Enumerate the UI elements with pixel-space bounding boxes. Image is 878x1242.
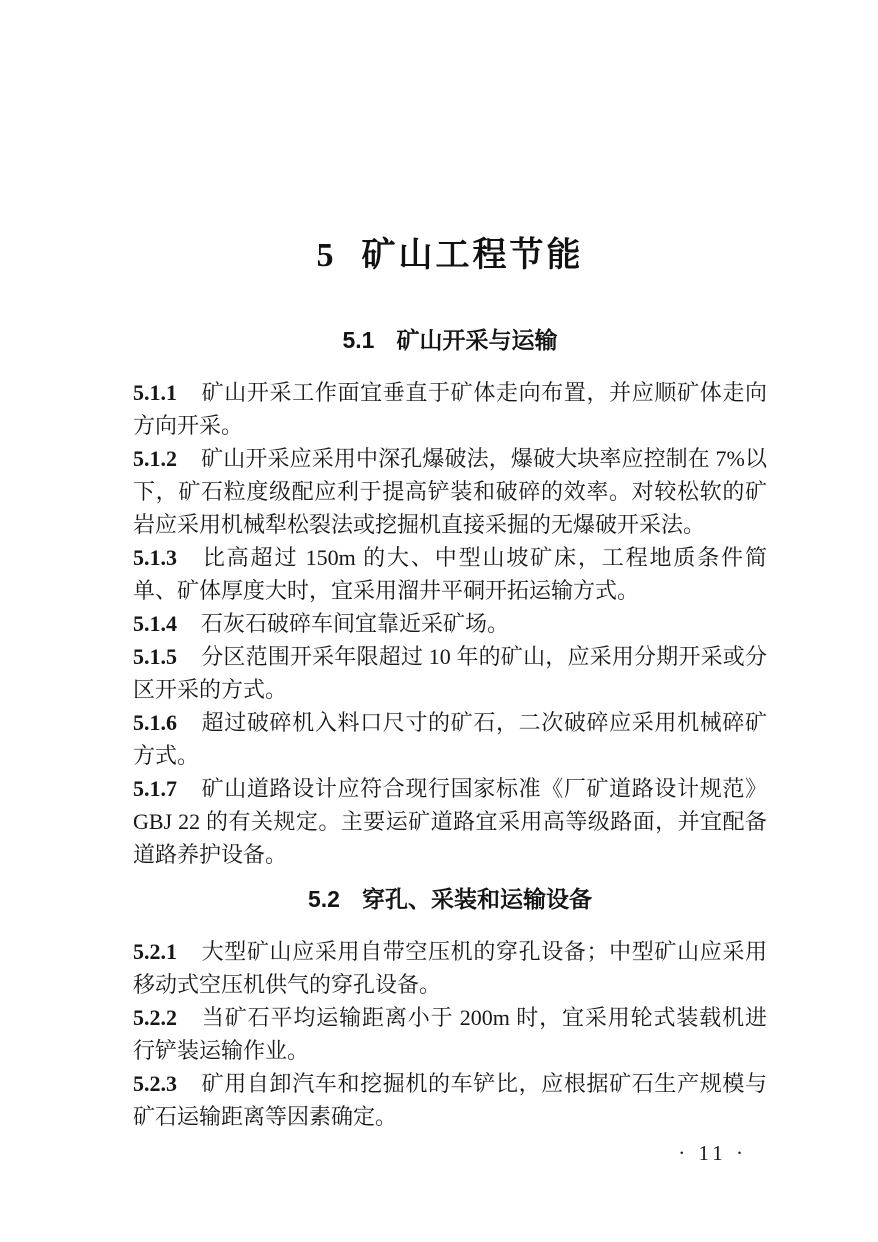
- section-5-1-clauses: [133, 376, 767, 871]
- section-heading-5-2: [133, 884, 767, 914]
- section-name: 穿孔、采装和运输设备: [361, 886, 592, 912]
- section-number: 5.1: [342, 327, 375, 353]
- clause-text: 矿山开采工作面宜垂直于矿体走向布置，并应顺矿体走向方向开采。: [133, 380, 767, 438]
- clause-5-2-2: [133, 1001, 767, 1067]
- clause-number: 5.2.2: [133, 1005, 177, 1030]
- section-heading-5-1: [133, 325, 767, 355]
- clause-5-1-3: [133, 541, 767, 607]
- chapter-number: 5: [316, 237, 334, 274]
- clause-number: 5.1.7: [133, 776, 177, 801]
- clause-number: 5.1.1: [133, 380, 177, 405]
- clause-5-2-1: [133, 935, 767, 1001]
- clause-text: 石灰石破碎车间宜靠近采矿场。: [201, 611, 510, 636]
- clause-text: 矿山道路设计应符合现行国家标准《厂矿道路设计规范》GBJ 22 的有关规定。主要运矿道路宜采用高等级路面，并宜配备道路养护设备。: [133, 776, 767, 867]
- clause-text: 比高超过 150m 的大、中型山坡矿床，工程地质条件简单、矿体厚度大时，宜采用溜井平硐开拓运输方式。: [133, 545, 767, 603]
- clause-5-1-5: [133, 640, 767, 706]
- clause-number: 5.1.6: [133, 710, 177, 735]
- section-number: 5.2: [308, 886, 340, 912]
- page-content: [133, 0, 767, 1133]
- clause-number: 5.2.3: [133, 1071, 177, 1096]
- clause-number: 5.1.2: [133, 446, 177, 471]
- clause-5-2-3: [133, 1067, 767, 1133]
- clause-text: 分区范围开采年限超过 10 年的矿山，应采用分期开采或分区开采的方式。: [133, 644, 767, 702]
- chapter-title: [133, 0, 767, 280]
- clause-number: 5.1.3: [133, 545, 177, 570]
- clause-text: 当矿石平均运输距离小于 200m 时，宜采用轮式装载机进行铲装运输作业。: [133, 1005, 767, 1063]
- clause-text: 大型矿山应采用自带空压机的穿孔设备；中型矿山应采用移动式空压机供气的穿孔设备。: [133, 939, 767, 997]
- clause-number: 5.1.4: [133, 611, 177, 636]
- clause-text: 矿山开采应采用中深孔爆破法，爆破大块率应控制在 7%以下，矿石粒度级配应利于提高铲装和破碎的效率。对较松软的矿岩应采用机械犁松裂法或挖掘机直接采掘的无爆破开采法。: [133, 446, 767, 537]
- clause-5-1-6: [133, 706, 767, 772]
- chapter-name: 矿山工程节能: [361, 237, 584, 274]
- clause-5-1-4: [133, 607, 767, 640]
- clause-5-1-7: [133, 772, 767, 871]
- section-5-2-clauses: [133, 935, 767, 1133]
- clause-5-1-2: [133, 442, 767, 541]
- page-number: · 11 ·: [678, 1141, 747, 1165]
- clause-number: 5.2.1: [133, 939, 177, 964]
- clause-text: 矿用自卸汽车和挖掘机的车铲比，应根据矿石生产规模与矿石运输距离等因素确定。: [133, 1071, 767, 1129]
- clause-text: 超过破碎机入料口尺寸的矿石，二次破碎应采用机械碎矿方式。: [133, 710, 767, 768]
- section-name: 矿山开采与运输: [396, 327, 558, 353]
- clause-5-1-1: [133, 376, 767, 442]
- clause-number: 5.1.5: [133, 644, 177, 669]
